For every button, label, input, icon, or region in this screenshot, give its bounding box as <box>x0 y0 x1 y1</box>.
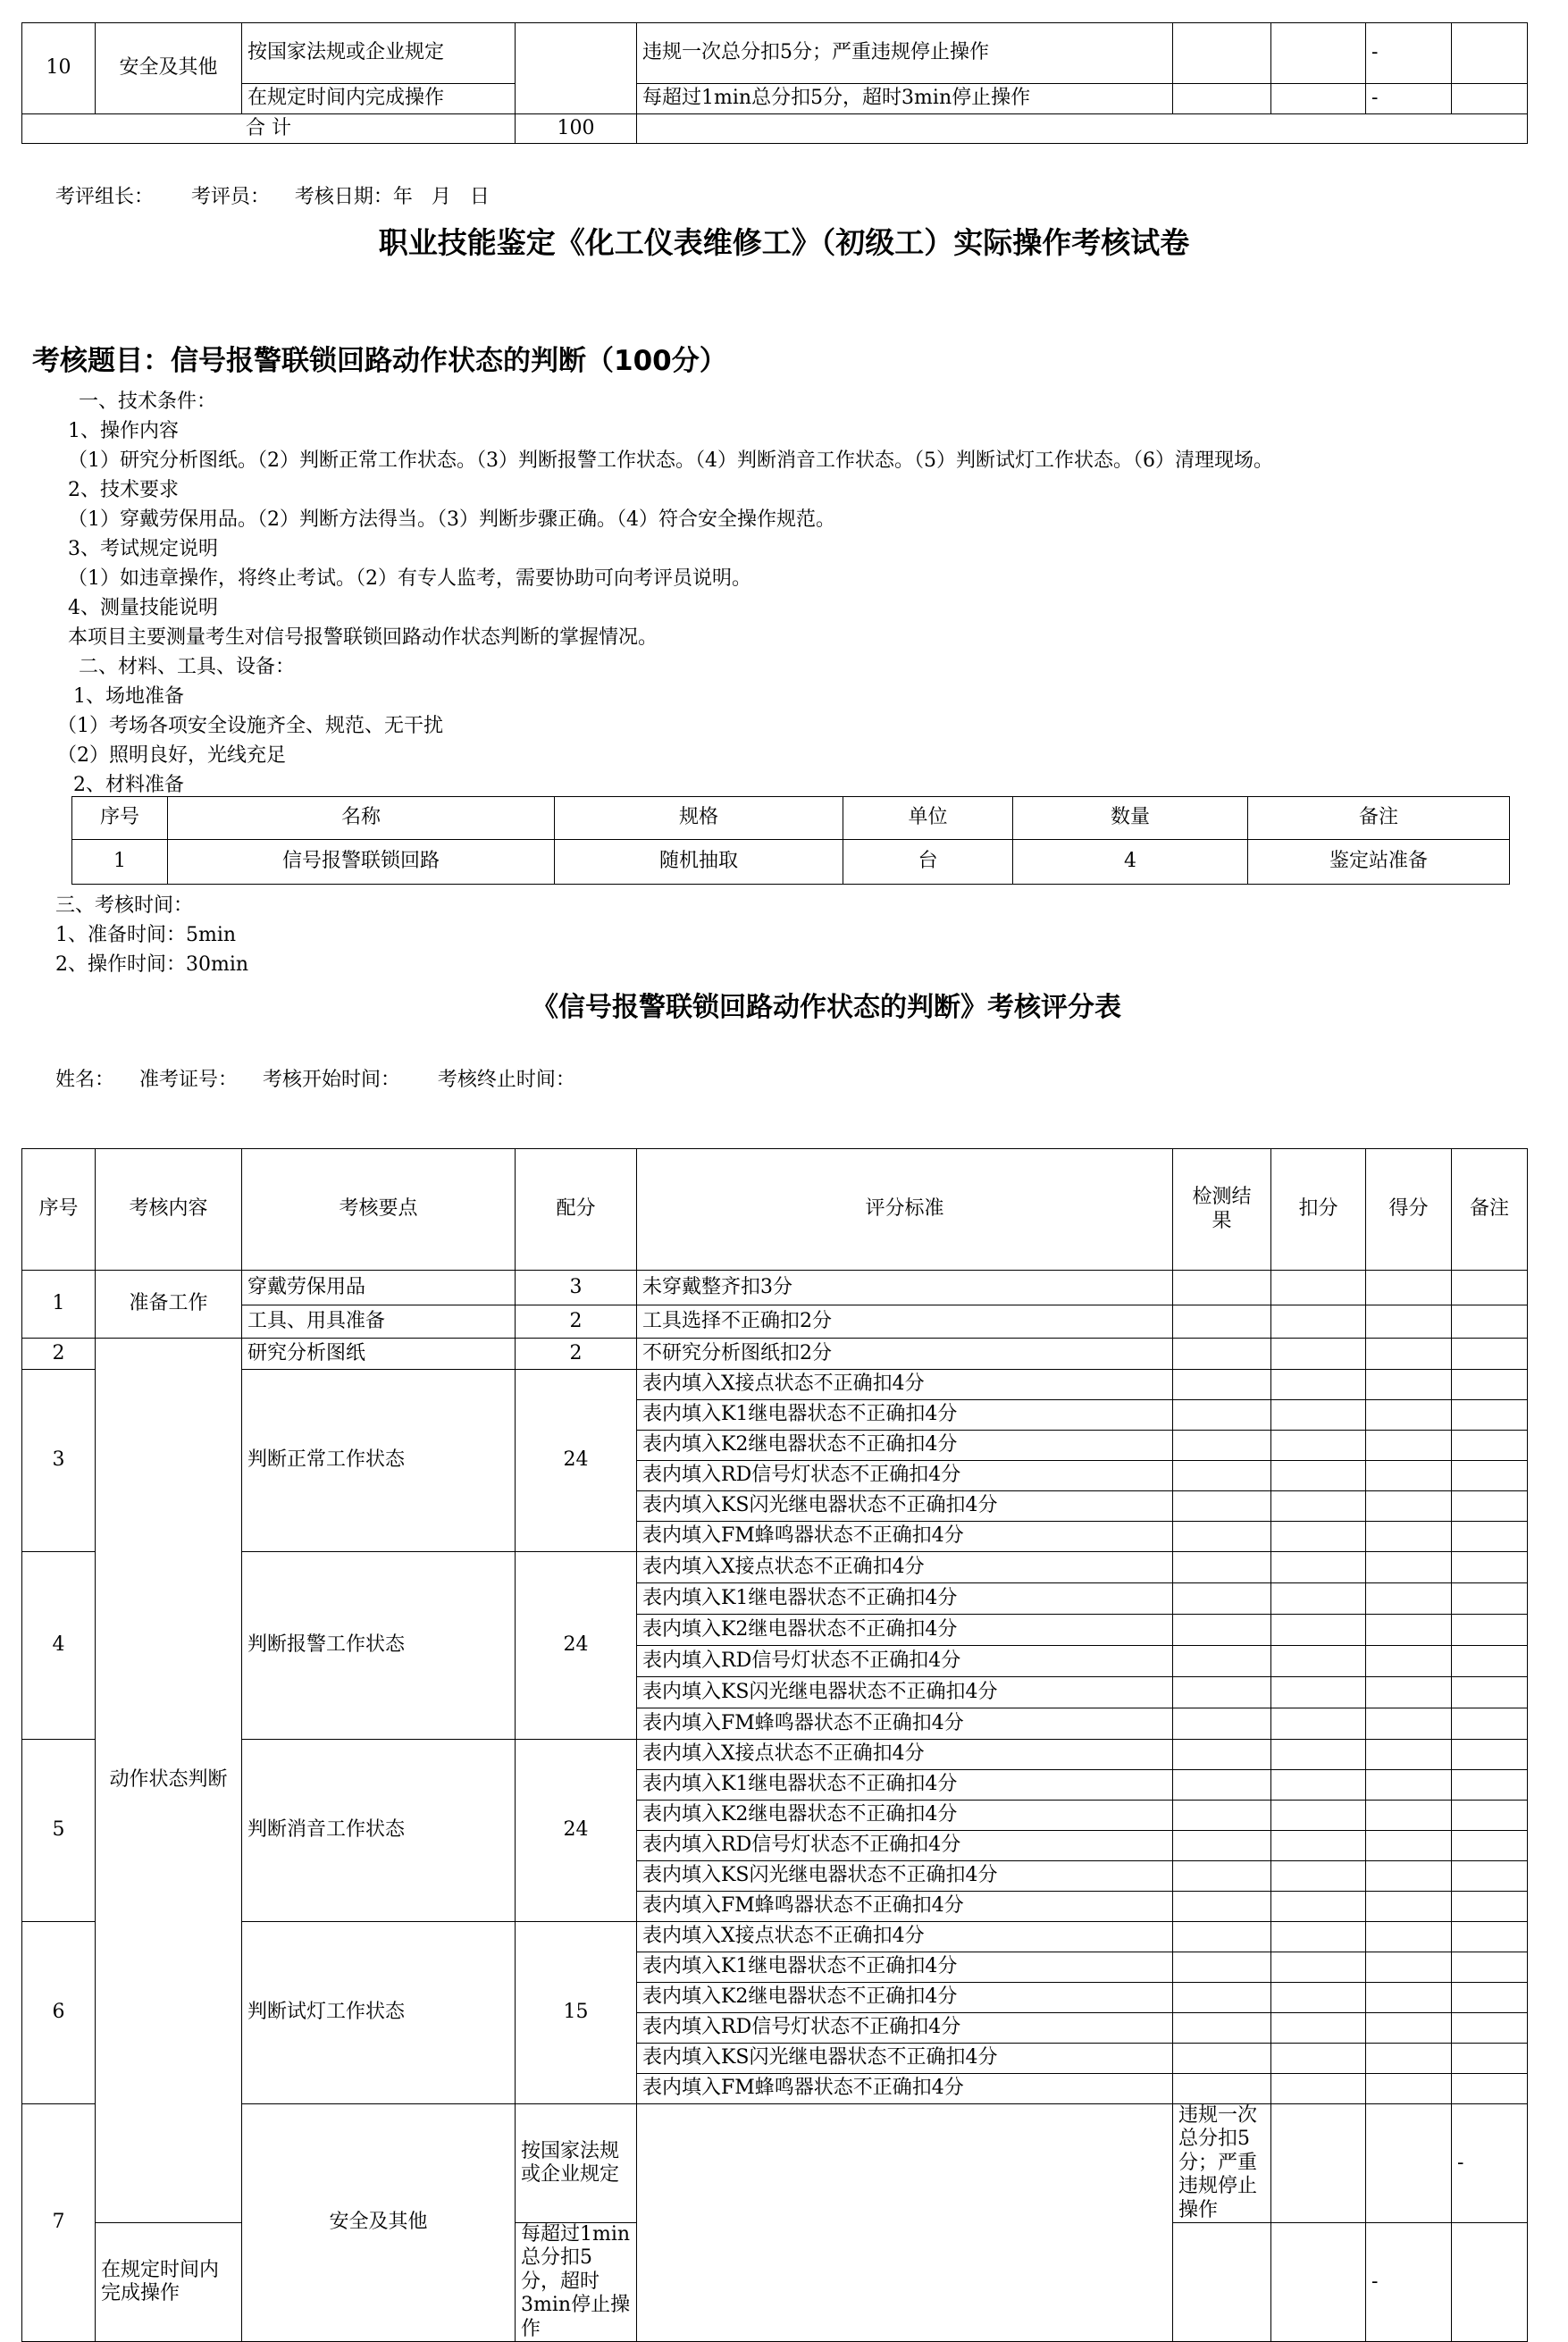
scoring-criterion: 表内填入FM蜂鸣器状态不正确扣4分 <box>637 1892 1173 1922</box>
top-continuation-table <box>21 22 1528 144</box>
deduction-cell <box>1271 1339 1366 1370</box>
header-name: 名称 <box>168 797 555 840</box>
score-cell <box>516 23 637 114</box>
scoring-criterion: 表内填入KS闪光继电器状态不正确扣4分 <box>637 1861 1173 1892</box>
header-score: 配分 <box>516 1149 637 1271</box>
result-cell <box>1173 23 1271 84</box>
header-result: 检测结果 <box>1173 1149 1271 1271</box>
op-time: 2、操作时间：30min <box>55 953 249 976</box>
scoring-criterion: 表内填入RD信号灯状态不正确扣4分 <box>637 1831 1173 1861</box>
material-heading: 2、材料准备 <box>73 774 184 796</box>
scoring-criterion: 表内填入KS闪光继电器状态不正确扣4分 <box>637 1677 1173 1708</box>
header-content: 考核内容 <box>96 1149 242 1271</box>
signature-line: 考评组长： 考评员： 考核日期：年 月 日 <box>55 186 490 208</box>
scoring-criterion: 表内填入K2继电器状态不正确扣4分 <box>637 1431 1173 1461</box>
score-value: 24 <box>516 1552 637 1740</box>
assessment-content: 动作状态判断 <box>96 1339 242 2223</box>
materials-table <box>71 796 1510 885</box>
deduction-cell <box>1271 2222 1366 2341</box>
header-remark: 备注 <box>1248 797 1510 840</box>
scoring-criterion: 表内填入KS闪光继电器状态不正确扣4分 <box>637 1491 1173 1522</box>
row-number: 10 <box>22 23 96 114</box>
deduction-cell <box>1366 2104 1452 2223</box>
material-unit: 台 <box>843 840 1013 885</box>
got-cell <box>1366 1339 1452 1370</box>
header-no: 序号 <box>22 1149 96 1271</box>
scoring-criterion: 表内填入K1继电器状态不正确扣4分 <box>637 1400 1173 1431</box>
material-qty: 4 <box>1013 840 1248 885</box>
score-value: 15 <box>516 1922 637 2104</box>
remark-cell <box>1452 1271 1528 1305</box>
measure-heading: 4、测量技能说明 <box>68 597 218 619</box>
tech-req-heading: 2、技术要求 <box>68 479 179 501</box>
scoring-criterion: 表内填入RD信号灯状态不正确扣4分 <box>637 2013 1173 2044</box>
deduction-cell <box>1271 84 1366 114</box>
scoring-criterion: 表内填入K2继电器状态不正确扣4分 <box>637 1801 1173 1831</box>
row-number: 2 <box>22 1339 96 1370</box>
scoring-criterion: 表内填入X接点状态不正确扣4分 <box>637 1922 1173 1952</box>
scoring-criterion: 违规一次总分扣5分；严重违规停止操作 <box>637 23 1173 84</box>
header-remark: 备注 <box>1452 1149 1528 1271</box>
materials-heading: 二、材料、工具、设备： <box>79 656 296 678</box>
assessment-content: 安全及其他 <box>96 23 242 114</box>
points-mark: - <box>1452 2104 1528 2223</box>
header-criteria: 评分标准 <box>637 1149 1173 1271</box>
assessment-point: 按国家法规或企业规定 <box>242 23 516 84</box>
prep-time: 1、准备时间：5min <box>55 924 237 946</box>
header-got: 得分 <box>1366 1149 1452 1271</box>
op-content-heading: 1、操作内容 <box>68 420 179 442</box>
assessment-point: 判断报警工作状态 <box>242 1552 516 1740</box>
scoring-criterion: 表内填入FM蜂鸣器状态不正确扣4分 <box>637 1522 1173 1552</box>
assessment-point: 判断试灯工作状态 <box>242 1922 516 2104</box>
points-mark: - <box>1366 84 1452 114</box>
total-blank <box>637 114 1528 144</box>
assessment-point: 在规定时间内完成操作 <box>242 84 516 114</box>
got-cell <box>1366 1305 1452 1339</box>
exam-time-heading: 三、考核时间： <box>55 894 194 917</box>
result-cell <box>1173 1339 1271 1370</box>
total-value: 100 <box>516 114 637 144</box>
rules-heading: 3、考试规定说明 <box>68 538 218 560</box>
scoring-criterion: 表内填入RD信号灯状态不正确扣4分 <box>637 1646 1173 1677</box>
tech-conditions-heading: 一、技术条件： <box>79 390 217 413</box>
row-number: 3 <box>22 1370 96 1552</box>
got-cell <box>1366 1271 1452 1305</box>
header-no: 序号 <box>72 797 168 840</box>
exam-subject: 考核题目：信号报警联锁回路动作状态的判断（100分） <box>32 345 727 377</box>
remark-cell <box>1452 1305 1528 1339</box>
scoring-criterion: 表内填入X接点状态不正确扣4分 <box>637 1552 1173 1583</box>
row-number: 6 <box>22 1922 96 2104</box>
deduction-cell <box>1271 1305 1366 1339</box>
op-content-text: （1）研究分析图纸。（2）判断正常工作状态。（3）判断报警工作状态。（4）判断消音工作状态。（5）判断试灯工作状态。（6）清理现场。 <box>68 449 1273 472</box>
site-heading: 1、场地准备 <box>73 685 184 708</box>
scoring-criterion: 每超过1min总分扣5分，超时3min停止操作 <box>637 84 1173 114</box>
scoring-criterion: 表内填入K1继电器状态不正确扣4分 <box>637 1770 1173 1801</box>
scoring-criterion: 表内填入K1继电器状态不正确扣4分 <box>637 1583 1173 1615</box>
site-item-2: （2）照明良好，光线充足 <box>57 744 286 767</box>
scoring-criterion: 表内填入RD信号灯状态不正确扣4分 <box>637 1461 1173 1491</box>
scoring-criterion: 违规一次总分扣5分；严重违规停止操作 <box>1173 2104 1271 2223</box>
scoring-criterion: 表内填入K1继电器状态不正确扣4分 <box>637 1952 1173 1983</box>
assessment-content: 准备工作 <box>96 1271 242 1339</box>
material-spec: 随机抽取 <box>555 840 843 885</box>
scoring-criterion: 表内填入K2继电器状态不正确扣4分 <box>637 1983 1173 2013</box>
header-deduction: 扣分 <box>1271 1149 1366 1271</box>
assessment-content: 安全及其他 <box>242 2104 516 2342</box>
score-table <box>21 1148 1528 2342</box>
result-cell <box>1173 1305 1271 1339</box>
remark-cell <box>1452 84 1528 114</box>
score-value: 24 <box>516 1740 637 1922</box>
header-unit: 单位 <box>843 797 1013 840</box>
deduction-cell <box>1271 23 1366 84</box>
scoring-criterion: 表内填入FM蜂鸣器状态不正确扣4分 <box>637 2074 1173 2104</box>
total-label: 合 计 <box>22 114 516 144</box>
assessment-point: 按国家法规或企业规定 <box>516 2104 637 2223</box>
scoring-criterion: 每超过1min总分扣5分，超时3min停止操作 <box>516 2222 637 2341</box>
assessment-point: 研究分析图纸 <box>242 1339 516 1370</box>
header-point: 考核要点 <box>242 1149 516 1271</box>
scoring-criterion: 表内填入X接点状态不正确扣4分 <box>637 1740 1173 1770</box>
scoring-criterion: 未穿戴整齐扣3分 <box>637 1271 1173 1305</box>
result-cell <box>1173 84 1271 114</box>
result-cell <box>1173 2222 1271 2341</box>
scoring-criterion: 表内填入K2继电器状态不正确扣4分 <box>637 1615 1173 1646</box>
scoring-criterion: 表内填入X接点状态不正确扣4分 <box>637 1370 1173 1400</box>
remark-cell <box>1452 2222 1528 2341</box>
assessment-point: 判断消音工作状态 <box>242 1740 516 1922</box>
score-cell <box>637 2104 1173 2342</box>
material-remark: 鉴定站准备 <box>1248 840 1510 885</box>
tech-req-text: （1）穿戴劳保用品。（2）判断方法得当。（3）判断步骤正确。（4）符合安全操作规范。 <box>68 508 835 531</box>
result-cell <box>1271 2104 1366 2223</box>
measure-text: 本项目主要测量考生对信号报警联锁回路动作状态判断的掌握情况。 <box>68 626 658 649</box>
points-mark: - <box>1366 23 1452 84</box>
remark-cell <box>1452 1339 1528 1370</box>
scoring-criterion: 表内填入FM蜂鸣器状态不正确扣4分 <box>637 1708 1173 1740</box>
deduction-cell <box>1271 1271 1366 1305</box>
rules-text: （1）如违章操作，将终止考试。（2）有专人监考，需要协助可向考评员说明。 <box>68 567 751 590</box>
row-number: 4 <box>22 1552 96 1740</box>
score-value: 2 <box>516 1305 637 1339</box>
assessment-point: 穿戴劳保用品 <box>242 1271 516 1305</box>
row-number: 7 <box>22 2104 96 2342</box>
remark-cell <box>1452 23 1528 84</box>
score-value: 3 <box>516 1271 637 1305</box>
points-mark: - <box>1366 2222 1452 2341</box>
score-value: 2 <box>516 1339 637 1370</box>
material-no: 1 <box>72 840 168 885</box>
assessment-point: 判断正常工作状态 <box>242 1370 516 1552</box>
scoring-criterion: 不研究分析图纸扣2分 <box>637 1339 1173 1370</box>
assessment-point: 在规定时间内完成操作 <box>96 2222 242 2341</box>
score-table-title: 《信号报警联锁回路动作状态的判断》考核评分表 <box>532 992 1121 1023</box>
site-item-1: （1）考场各项安全设施齐全、规范、无干扰 <box>57 715 443 737</box>
row-number: 5 <box>22 1740 96 1922</box>
header-qty: 数量 <box>1013 797 1248 840</box>
candidate-line: 姓名： 准考证号： 考核开始时间： 考核终止时间： <box>55 1069 575 1091</box>
row-number: 1 <box>22 1271 96 1339</box>
score-value: 24 <box>516 1370 637 1552</box>
assessment-point: 工具、用具准备 <box>242 1305 516 1339</box>
result-cell <box>1173 1271 1271 1305</box>
material-name: 信号报警联锁回路 <box>168 840 555 885</box>
scoring-criterion: 表内填入KS闪光继电器状态不正确扣4分 <box>637 2044 1173 2074</box>
exam-title: 职业技能鉴定《化工仪表维修工》（初级工）实际操作考核试卷 <box>378 225 1190 260</box>
header-spec: 规格 <box>555 797 843 840</box>
scoring-criterion: 工具选择不正确扣2分 <box>637 1305 1173 1339</box>
